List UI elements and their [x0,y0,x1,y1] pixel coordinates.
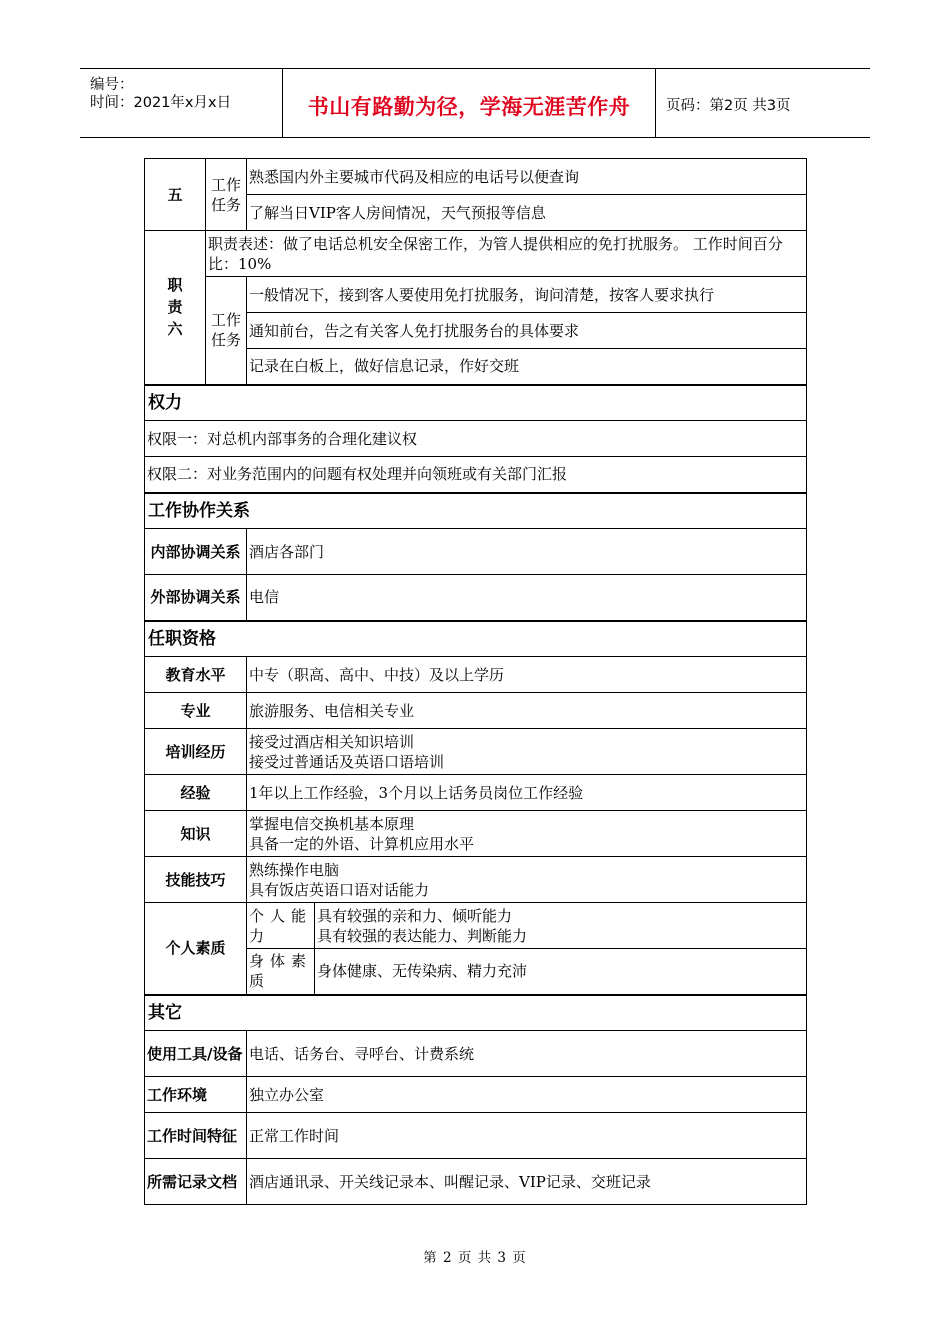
major-value: 旅游服务、电信相关专业 [247,693,807,729]
duty6-label-char: 职 [167,276,183,295]
experience-row [145,775,807,811]
personal-ability-line: 具有较强的亲和力、倾听能力 [317,906,513,925]
duty6-task-1: 一般情况下，接到客人要使用免打扰服务，询问清楚，按客人要求执行 [247,277,807,313]
external-coordination-label: 外部协调关系 [145,575,247,621]
internal-coordination-value: 酒店各部门 [247,529,807,575]
work-time-value: 正常工作时间 [247,1113,807,1159]
records-value: 酒店通讯录、开关线记录本、叫醒记录、VIP记录、交班记录 [247,1159,807,1205]
environment-label: 工作环境 [145,1077,247,1113]
header-page-number: 页码：第2页 共3页 [666,98,791,114]
header-meta [80,69,282,137]
duty6-label-char: 六 [167,320,183,339]
header-motto: 书山有路勤为径，学海无涯苦作舟 [307,95,631,119]
duty5-task-label: 工作任务 [206,159,247,231]
knowledge-line: 具备一定的外语、计算机应用水平 [249,834,475,853]
physical-quality-value: 身体健康、无传染病、精力充沛 [315,949,807,995]
duty5-task-2: 了解当日VIP客人房间情况，天气预报等信息 [247,195,807,231]
personal-ability-label: 个人能力 [247,903,315,949]
cooperation-title: 工作协作关系 [145,493,807,529]
cooperation-row-internal [145,529,807,575]
personal-ability-row [145,903,807,949]
work-time-row [145,1113,807,1159]
page-header [80,68,870,138]
document-number-label: 编号： [90,77,134,93]
education-row [145,657,807,693]
knowledge-line: 掌握电信交换机基本原理 [249,814,415,833]
authority-section [145,385,807,421]
duty5-task-1: 熟悉国内外主要城市代码及相应的电话号以便查询 [247,159,807,195]
cooperation-row-external [145,575,807,621]
records-label: 所需记录文档 [145,1159,247,1205]
other-section [145,995,807,1031]
authority-row-1 [145,421,807,457]
skills-line: 熟练操作电脑 [249,860,340,879]
tools-row [145,1031,807,1077]
authority-item-2: 权限二：对业务范围内的问题有权处理并向领班或有关部门汇报 [145,457,807,493]
duty6-label-char: 责 [167,298,183,317]
qualification-title: 任职资格 [145,621,807,657]
tools-value: 电话、话务台、寻呼台、计费系统 [247,1031,807,1077]
authority-item-1: 权限一：对总机内部事务的合理化建议权 [145,421,807,457]
duty6-row-task-1 [145,277,807,313]
work-time-label: 工作时间特征 [145,1113,247,1159]
duty6-description: 职责表述：做了电话总机安全保密工作，为管人提供相应的免打扰服务。 工作时间百分比：10% [206,231,807,277]
personal-ability-value [315,903,807,949]
other-title: 其它 [145,995,807,1031]
physical-quality-label: 身体素质 [247,949,315,995]
environment-row [145,1077,807,1113]
training-row [145,729,807,775]
duty6-row-desc [145,231,807,277]
training-line: 接受过普通话及英语口语培训 [249,752,445,771]
skills-label: 技能技巧 [145,857,247,903]
major-row [145,693,807,729]
duty6-task-label: 工作任务 [206,277,247,385]
qualification-section [145,621,807,657]
tools-label: 使用工具/设备 [145,1031,247,1077]
authority-row-2 [145,457,807,493]
knowledge-value [247,811,807,857]
external-coordination-value: 电信 [247,575,807,621]
education-label: 教育水平 [145,657,247,693]
training-line: 接受过酒店相关知识培训 [249,732,415,751]
environment-value: 独立办公室 [247,1077,807,1113]
page-footer: 第 2 页 共 3 页 [423,1250,527,1266]
duty5-label: 五 [145,159,206,231]
education-value: 中专（职高、高中、中技）及以上学历 [247,657,807,693]
document-date: 时间：2021年x月x日 [90,95,232,111]
knowledge-row [145,811,807,857]
header-page-cell [656,69,870,137]
cooperation-section [145,493,807,529]
skills-row [145,857,807,903]
authority-title: 权力 [145,385,807,421]
personal-ability-line: 具有较强的表达能力、判断能力 [317,926,528,945]
training-label: 培训经历 [145,729,247,775]
training-value [247,729,807,775]
job-description-table [144,158,807,1205]
duty6-task-3: 记录在白板上，做好信息记录，作好交班 [247,349,807,385]
internal-coordination-label: 内部协调关系 [145,529,247,575]
experience-value: 1年以上工作经验，3个月以上话务员岗位工作经验 [247,775,807,811]
knowledge-label: 知识 [145,811,247,857]
duty5-row-1 [145,159,807,195]
personal-quality-label: 个人素质 [145,903,247,995]
records-row [145,1159,807,1205]
skills-line: 具有饭店英语口语对话能力 [249,880,430,899]
header-motto-cell [282,69,656,137]
experience-label: 经验 [145,775,247,811]
duty6-label [145,231,206,385]
major-label: 专业 [145,693,247,729]
skills-value [247,857,807,903]
duty6-task-2: 通知前台，告之有关客人免打扰服务台的具体要求 [247,313,807,349]
